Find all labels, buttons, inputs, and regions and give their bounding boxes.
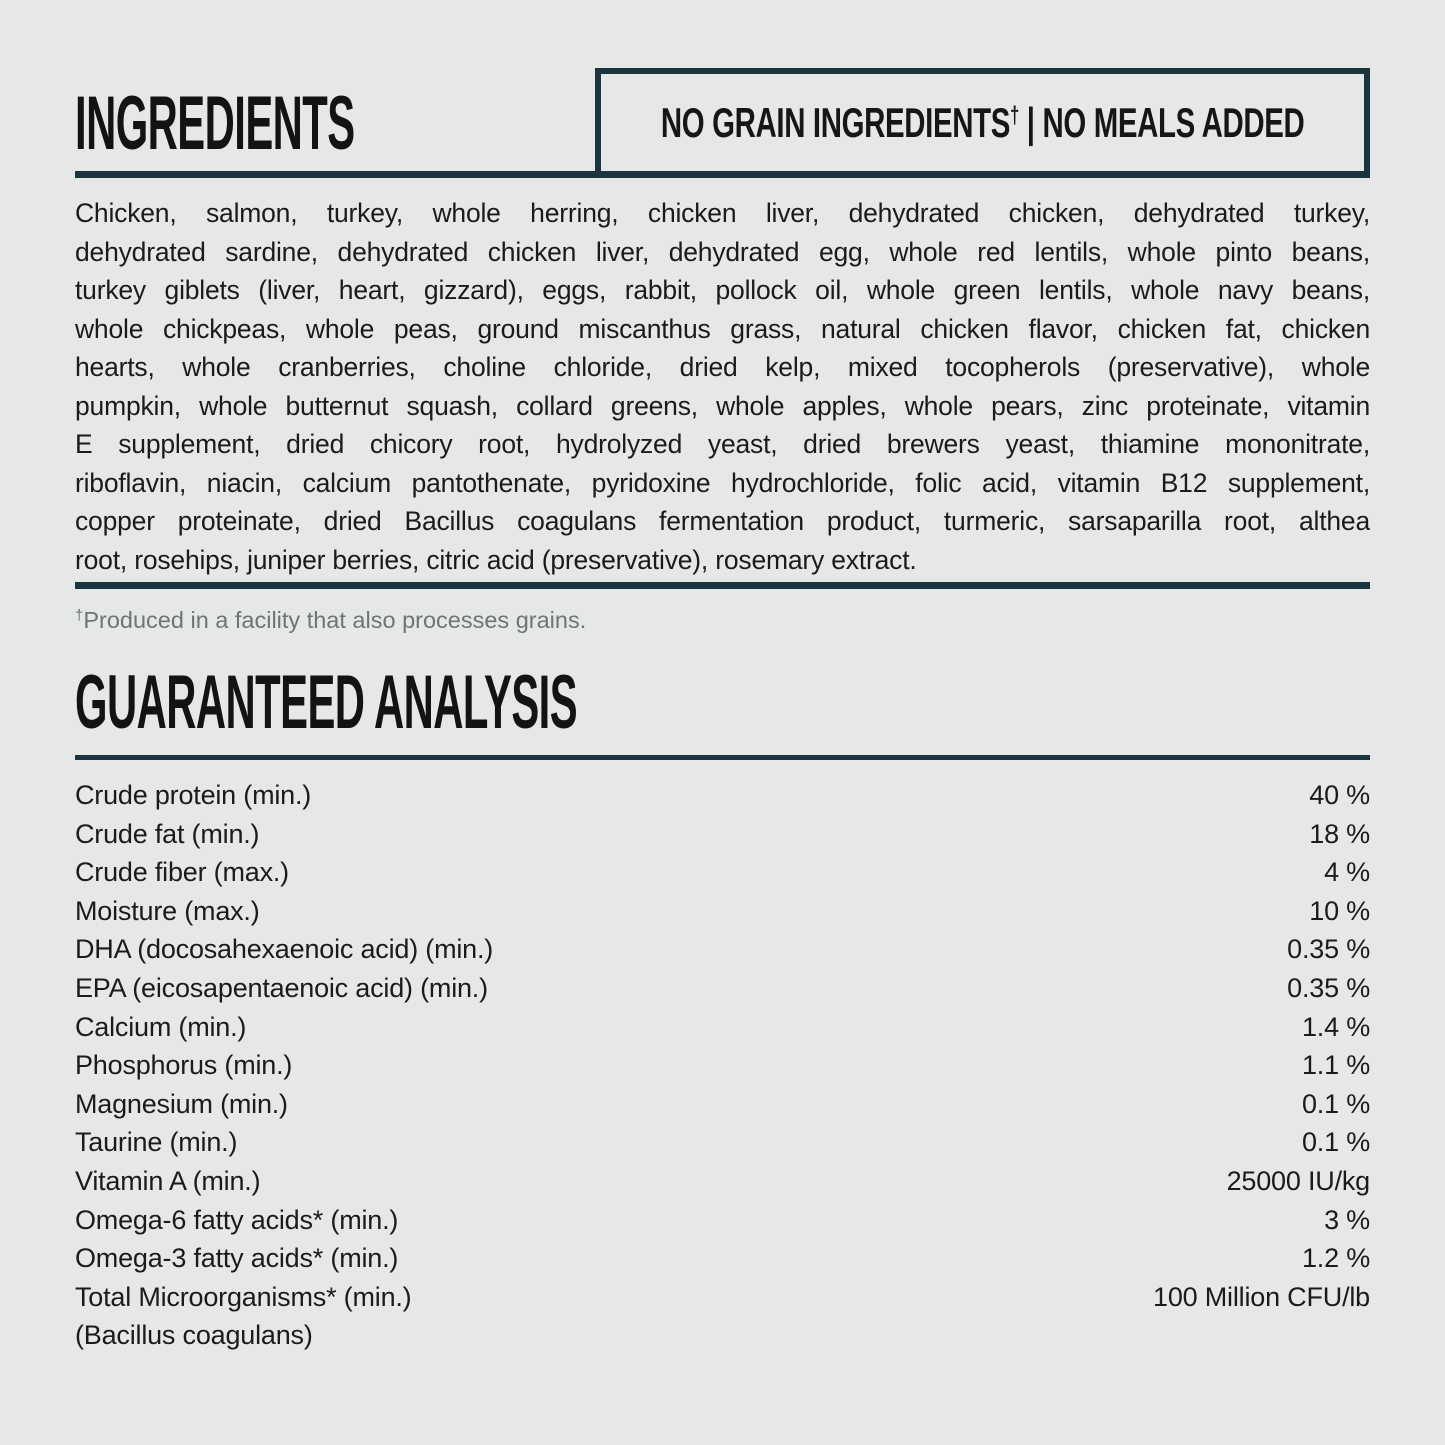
analysis-label: Calcium (min.) xyxy=(75,1011,247,1042)
banner-text-right: | NO MEALS ADDED xyxy=(1018,99,1305,146)
analysis-value: 3 % xyxy=(1324,1204,1370,1235)
analysis-value: 25000 IU/kg xyxy=(1226,1165,1370,1196)
ingredients-line: root, rosehips, juniper berries, citric acid (preservative), rosemary extract. xyxy=(75,544,917,575)
analysis-value: 1.4 % xyxy=(1301,1011,1370,1042)
analysis-value: 0.1 % xyxy=(1301,1088,1370,1119)
analysis-value: 0.1 % xyxy=(1301,1127,1370,1158)
analysis-label: Total Microorganisms* (min.) xyxy=(75,1281,412,1312)
guaranteed-analysis-table xyxy=(75,776,1370,1355)
analysis-label: Phosphorus (min.) xyxy=(75,1050,293,1081)
guaranteed-analysis-title xyxy=(75,660,988,745)
analysis-row xyxy=(75,1008,1370,1047)
analysis-row xyxy=(75,1046,1370,1085)
analysis-value: 10 % xyxy=(1309,895,1370,926)
ingredients-line: hearts, whole cranberries, choline chloride, dried kelp, mixed tocopherols (preservative), whole xyxy=(75,352,1370,382)
analysis-row xyxy=(75,930,1370,969)
analysis-row xyxy=(75,1278,1370,1317)
analysis-row xyxy=(75,1316,1370,1355)
analysis-row xyxy=(75,853,1370,892)
guaranteed-analysis-header xyxy=(75,660,1370,745)
analysis-label: Omega-3 fatty acids* (min.) xyxy=(75,1243,399,1274)
analysis-label: Vitamin A (min.) xyxy=(75,1165,261,1196)
analysis-value: 1.2 % xyxy=(1301,1243,1370,1274)
analysis-row xyxy=(75,969,1370,1008)
footnote-dagger: † xyxy=(75,607,84,624)
analysis-label: Taurine (min.) xyxy=(75,1127,238,1158)
analysis-row xyxy=(75,1162,1370,1201)
guaranteed-analysis-rule xyxy=(75,755,1370,760)
ingredients-paragraph xyxy=(75,194,1370,579)
analysis-row xyxy=(75,1123,1370,1162)
ingredients-line: Chicken, salmon, turkey, whole herring, chicken liver, dehydrated chicken, dehydrated turkey, xyxy=(75,198,1370,228)
analysis-value: 18 % xyxy=(1309,818,1370,849)
analysis-row xyxy=(75,892,1370,931)
ingredients-line: E supplement, dried chicory root, hydrolyzed yeast, dried brewers yeast, thiamine mononitrate, xyxy=(75,429,1370,459)
analysis-label: Moisture (max.) xyxy=(75,895,260,926)
analysis-row xyxy=(75,776,1370,815)
analysis-label: DHA (docosahexaenoic acid) (min.) xyxy=(75,934,494,965)
analysis-label: (Bacillus coagulans) xyxy=(75,1320,313,1351)
ingredients-title xyxy=(75,81,583,166)
analysis-label: Omega-6 fatty acids* (min.) xyxy=(75,1204,399,1235)
ingredients-line: dehydrated sardine, dehydrated chicken liver, dehydrated egg, whole red lentils, whole pinto beans, xyxy=(75,236,1370,267)
analysis-label: Crude protein (min.) xyxy=(75,780,312,810)
analysis-value: 40 % xyxy=(1309,780,1370,810)
analysis-row xyxy=(75,1201,1370,1240)
banner-dagger: † xyxy=(1009,102,1019,129)
footnote-divider-rule xyxy=(75,582,1370,589)
analysis-value: 4 % xyxy=(1324,857,1370,888)
ingredients-title-text: INGREDIENTS xyxy=(75,81,355,166)
analysis-row xyxy=(75,1085,1370,1124)
ingredients-line: pumpkin, whole butternut squash, collard greens, whole apples, whole pears, zinc proteinate, vitamin xyxy=(75,390,1370,421)
analysis-label: Magnesium (min.) xyxy=(75,1088,288,1119)
analysis-row xyxy=(75,1239,1370,1278)
ingredients-line: riboflavin, niacin, calcium pantothenate, pyridoxine hydrochloride, folic acid, vitamin B12 supplement, xyxy=(75,467,1370,498)
analysis-label: Crude fat (min.) xyxy=(75,818,260,849)
ingredients-line: copper proteinate, dried Bacillus coagulans fermentation product, turmeric, sarsaparilla root, althea xyxy=(75,506,1370,536)
footnote-text: Produced in a facility that also processes grains. xyxy=(83,607,587,633)
analysis-label: EPA (eicosapentaenoic acid) (min.) xyxy=(75,972,488,1003)
analysis-label: Crude fiber (max.) xyxy=(75,857,289,888)
banner-text-left: NO GRAIN INGREDIENTS xyxy=(660,99,1010,146)
grain-facility-footnote xyxy=(75,601,1370,635)
analysis-value: 0.35 % xyxy=(1287,972,1370,1003)
analysis-value: 100 Million CFU/lb xyxy=(1153,1281,1370,1312)
analysis-row xyxy=(75,815,1370,854)
ingredients-line: turkey giblets (liver, heart, gizzard), eggs, rabbit, pollock oil, whole green lentils, whole navy beans, xyxy=(75,275,1370,305)
analysis-value: 1.1 % xyxy=(1301,1050,1370,1081)
ingredients-line: whole chickpeas, whole peas, ground miscanthus grass, natural chicken flavor, chicken fat, chicken xyxy=(75,313,1370,344)
no-grain-banner-text xyxy=(661,99,1304,147)
analysis-value: 0.35 % xyxy=(1287,934,1370,965)
guaranteed-analysis-title-text: GUARANTEED ANALYSIS xyxy=(75,660,578,745)
no-grain-banner xyxy=(595,68,1370,178)
ingredients-header xyxy=(75,68,1370,178)
